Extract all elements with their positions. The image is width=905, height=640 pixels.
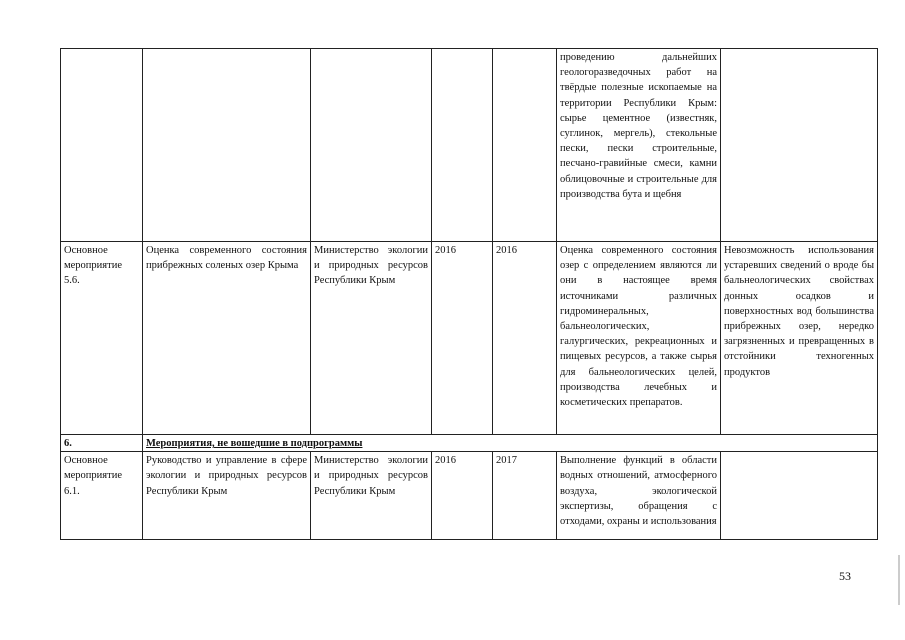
cell-expected-result: проведению дальнейших геологоразведочных работ на твёрдые полезные ископаемые на территории Республики Крым: сырье цементное (известняк, суглинок, мергель), стекольные пески, пески строительные, песчано-гравийные смеси, камни облицовочные и строительные для производства бута и щебня [557,49,721,242]
table-row [61,49,878,242]
cell-start-year: 2016 [432,452,493,540]
cell-consequences [721,452,878,540]
activities-table [60,48,878,540]
cell-responsible: Министерство экологии и природных ресурсов Республики Крым [311,452,432,540]
cell-expected-result: Выполнение функций в области водных отношений, атмосферного воздуха, экологической экспертизы, обращения с отходами, охраны и использования [557,452,721,540]
cell-end-year: 2016 [493,242,557,435]
cell-start-year [432,49,493,242]
scan-edge-mark [898,555,900,605]
page-number: 53 [839,569,851,583]
section-number: 6. [61,435,143,452]
cell-activity-name: Руководство и управление в сфере экологии и природных ресурсов Республики Крым [143,452,311,540]
cell-end-year: 2017 [493,452,557,540]
cell-end-year [493,49,557,242]
section-header-row [61,435,878,452]
cell-consequences [721,49,878,242]
table-row [61,242,878,435]
cell-expected-result: Оценка современного состояния озер с определением являются ли они в настоящее время источниками различных гидроминеральных, бальнеологических, галургических, рекреационных и пищевых ресурсов, а также сырья для бальнеологических целей, производства лечебных и косметических препаратов. [557,242,721,435]
cell-activity-name [143,49,311,242]
cell-start-year: 2016 [432,242,493,435]
cell-consequences: Невозможность использования устаревших сведений о вроде бы бальнеологических свойствах донных осадков и поверхностных вод большинства прибрежных озер, нередко загрязненных и превращенных в отстойники техногенных продуктов [721,242,878,435]
cell-activity-number [61,49,143,242]
cell-activity-number: Основное мероприятие 6.1. [61,452,143,540]
table-row [61,452,878,540]
cell-activity-name: Оценка современного состояния прибрежных соленых озер Крыма [143,242,311,435]
section-title: Мероприятия, не вошедшие в подпрограммы [143,435,878,452]
cell-responsible: Министерство экологии и природных ресурсов Республики Крым [311,242,432,435]
cell-activity-number: Основное мероприятие 5.6. [61,242,143,435]
cell-responsible [311,49,432,242]
